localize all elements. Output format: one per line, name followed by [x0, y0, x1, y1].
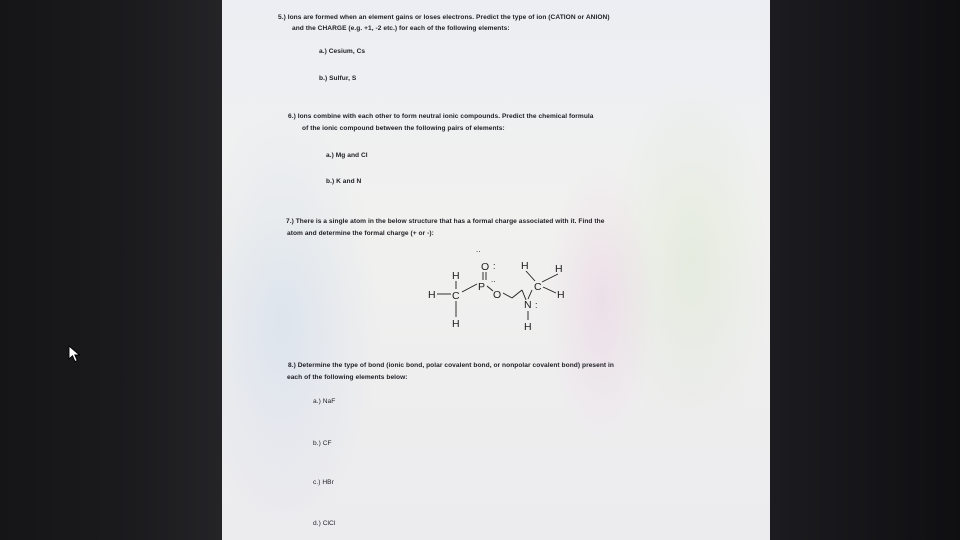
q8-prompt-line2: each of the following elements below:	[287, 374, 408, 381]
atom-c-left: C	[452, 290, 460, 302]
q7-prompt-line2: atom and determine the formal charge (+ or -):	[287, 230, 434, 237]
atom-h-top-c2-right: H	[555, 263, 563, 275]
document-screen	[222, 0, 770, 540]
atom-h-left: H	[428, 289, 436, 301]
lone-pair-p: ..	[491, 275, 496, 284]
q6-prompt-line1: 6.) Ions combine with each other to form neutral ionic compounds. Predict the chemical formula	[288, 113, 594, 120]
atom-n: N	[524, 299, 532, 311]
q8-item-c: c.) HBr	[313, 479, 334, 486]
atom-h-c2-right: H	[557, 289, 565, 301]
monitor-bezel-right	[770, 0, 960, 540]
atom-h-bottom-n: H	[524, 321, 532, 333]
mouse-pointer-icon	[68, 345, 82, 363]
atom-h-bottom-left: H	[452, 318, 460, 330]
q8-item-a: a.) NaF	[313, 398, 336, 405]
lewis-structure-diagram	[222, 0, 770, 540]
atom-h-top-c2-left: H	[521, 260, 529, 272]
q8-item-b: b.) CF	[313, 440, 332, 447]
atom-h-top-left: H	[452, 270, 460, 282]
q8-prompt-line1: 8.) Determine the type of bond (ionic bond, polar covalent bond, or nonpolar covalent bond) present in	[288, 362, 615, 369]
q7-prompt-line1: 7.) There is a single atom in the below structure that has a formal charge associated with it. Find the	[286, 218, 605, 225]
q8-item-d: d.) ClCl	[313, 520, 336, 527]
monitor-bezel-left	[0, 0, 222, 540]
atom-p: P	[478, 281, 486, 293]
lone-pair-o-top: ..	[476, 245, 481, 254]
atom-o-bridge: O	[493, 289, 502, 301]
q5-prompt-line1: 5.) Ions are formed when an element gains or loses electrons. Predict the type of ion (CATION or ANION)	[278, 14, 610, 21]
q6-item-a: a.) Mg and Cl	[326, 152, 368, 159]
atom-o-double: O	[481, 261, 490, 273]
q6-prompt-line2: of the ionic compound between the following pairs of elements:	[302, 125, 505, 132]
atom-c-right: C	[534, 281, 542, 293]
lone-pair-n: :	[535, 300, 538, 310]
q5-prompt-line2: and the CHARGE (e.g. +1, -2 etc.) for each of the following elements:	[292, 25, 510, 32]
q5-item-b: b.) Sulfur, S	[319, 75, 357, 82]
worksheet-page	[222, 0, 770, 540]
lone-pair-o-right: :	[493, 261, 496, 271]
q6-item-b: b.) K and N	[326, 178, 362, 185]
q5-item-a: a.) Cesium, Cs	[319, 48, 366, 55]
